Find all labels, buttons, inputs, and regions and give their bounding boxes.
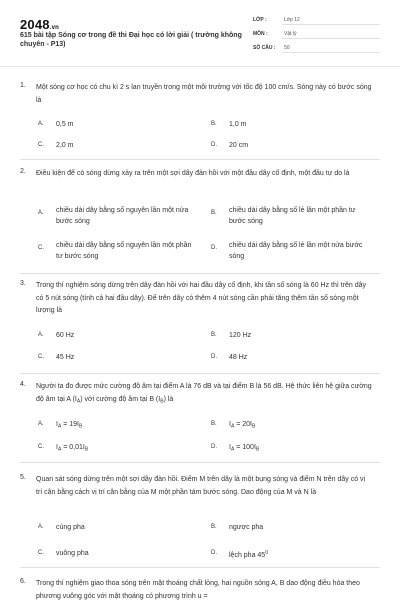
subscript: A [57, 446, 62, 453]
site-logo[interactable] [20, 17, 59, 32]
formula-part: = 19I [61, 421, 80, 428]
option-text [56, 444, 88, 453]
option-letter: C. [38, 550, 44, 556]
superscript: 0 [265, 550, 268, 556]
option-text: chiều dài dây bằng số nguyên lần một phần tư bước sóng [56, 242, 192, 260]
subscript: B [252, 423, 256, 430]
option-text: 2,0 m [56, 142, 74, 149]
option-letter: C. [38, 245, 44, 251]
question-text: Trong thí nghiệm sóng dừng trên dây đàn hồi với hai đầu dây cố định, khi tần số sóng là 60 Hz thì trên dây có 5 nút sóng (tính cả hai đầu dây). Để trên dây có thêm 4 nút sóng cần phải tăng thêm tần số sóng một lượng là [36, 282, 367, 314]
option-text: ngược pha [229, 524, 264, 531]
option-text [229, 444, 259, 453]
option-text: 20 cm [229, 142, 249, 149]
formula-part: I [56, 421, 58, 428]
option-letter: C. [38, 444, 44, 450]
option-letter: C. [38, 354, 44, 360]
option-text: cùng pha [56, 524, 85, 531]
option-letter: A. [38, 210, 44, 216]
question-number: 2. [20, 168, 26, 175]
meta-subject-key: MÔN : [253, 31, 268, 37]
meta-underline [282, 52, 380, 53]
formula-part: I [229, 444, 231, 451]
option-letter: A. [38, 421, 44, 427]
option-text: 0,5 m [56, 121, 74, 128]
meta-subject-value: Vật lý [284, 31, 297, 37]
question-number: 4. [20, 381, 26, 388]
option-text: 48 Hz [229, 354, 248, 361]
subscript: B [160, 398, 164, 404]
subscript: A [230, 423, 235, 430]
question-text: Quan sát sóng dừng trên một sợi dây đàn hồi. Điểm M trên dây là một bụng sóng và điểm N trên dây có vị trí cân bằng cách vị trí cân bằng của M một phần tám bước sóng. Dao động của M và N là [36, 476, 366, 496]
option-letter: D. [211, 444, 217, 450]
question-text: Điều kiện để có sóng dừng xảy ra trên một sợi dây đàn hồi với một đầu dây cố định, một đầu tự do là [36, 170, 350, 177]
question-text: Trong thí nghiệm giao thoa sóng trên mặt thoáng chất lỏng, hai nguồn sóng A, B dao động điều hòa theo phương vuông góc với mặt thoáng có phương trình u = [36, 580, 360, 600]
question-divider [20, 567, 380, 568]
meta-underline [282, 24, 380, 25]
option-letter: D. [211, 354, 217, 360]
subscript: A [76, 398, 81, 404]
formula-part: I [229, 421, 231, 428]
meta-underline [282, 38, 380, 39]
formula-part: = 100I [234, 444, 256, 451]
meta-class-value: Lớp 12 [284, 17, 300, 23]
question-text-part: Người ta đo được mức cường độ âm tại điểm A là 76 dB và tại điểm B là 56 dB. Hệ thức liên hệ giữa cường độ âm tại A (I [36, 383, 372, 403]
option-letter: A. [38, 121, 44, 127]
meta-subject [253, 28, 380, 39]
meta-class [253, 14, 380, 25]
option-text: 1,0 m [229, 121, 247, 128]
option-text: chiều dài dây bằng số lẻ lần một nửa bước sóng [229, 242, 363, 260]
question-number: 5. [20, 474, 26, 481]
option-text [229, 421, 255, 430]
option-text: 120 Hz [229, 332, 252, 339]
meta-count-key: SỐ CÂU : [253, 45, 276, 51]
question-number: 6. [20, 578, 26, 585]
option-text [56, 421, 82, 430]
question-text-part: ) với cường độ âm tại B (I [80, 395, 161, 403]
option-text: vuông pha [56, 550, 89, 557]
question-number: 3. [20, 280, 26, 287]
option-letter: B. [211, 332, 217, 338]
document-header [0, 0, 400, 66]
formula-part: I [56, 444, 58, 451]
option-letter: D. [211, 245, 217, 251]
question-divider [20, 462, 380, 463]
document-title: 615 bài tập Sóng cơ trong đề thi Đại học có lời giải ( trường không chuyên - P13) [20, 32, 242, 48]
question-divider [20, 373, 380, 374]
option-text: 60 Hz [56, 332, 75, 339]
meta-class-key: LỚP : [253, 17, 267, 23]
logo-suffix: .vn [49, 25, 60, 31]
option-text: chiều dài dây bằng số nguyên lần một nửa bước sóng [56, 207, 189, 225]
subscript: B [255, 446, 260, 453]
option-text-main: lệch pha 45 [229, 552, 266, 559]
header-divider [0, 66, 400, 67]
question-text: Một sóng cơ học có chu kì 2 s lan truyền trong một môi trường với tốc độ 100 cm/s. Sóng này có bước sóng là [36, 84, 372, 104]
option-text [229, 550, 268, 559]
option-letter: B. [211, 121, 217, 127]
meta-count [253, 42, 380, 53]
logo-main: 2048 [20, 17, 50, 32]
formula-part: = 20I [234, 421, 253, 428]
subscript: A [57, 423, 62, 430]
option-letter: C. [38, 142, 44, 148]
option-letter: B. [211, 210, 217, 216]
option-letter: B. [211, 524, 217, 530]
option-text: chiều dài dây bằng số lẻ lần một phần tư bước sóng [229, 207, 356, 225]
question-text-part: ) là [163, 395, 174, 403]
option-letter: D. [211, 550, 217, 556]
question-divider [20, 273, 380, 274]
subscript: B [79, 423, 83, 430]
option-letter: B. [211, 421, 217, 427]
question-number: 1. [20, 82, 26, 89]
subscript: A [230, 446, 235, 453]
question-divider [20, 159, 380, 160]
option-letter: A. [38, 524, 44, 530]
formula-part: = 0,01I [61, 444, 85, 451]
question-text [36, 381, 372, 408]
meta-count-value: 50 [284, 45, 290, 51]
option-letter: A. [38, 332, 44, 338]
option-text: 45 Hz [56, 354, 75, 361]
option-letter: D. [211, 142, 217, 148]
subscript: B [84, 446, 89, 453]
